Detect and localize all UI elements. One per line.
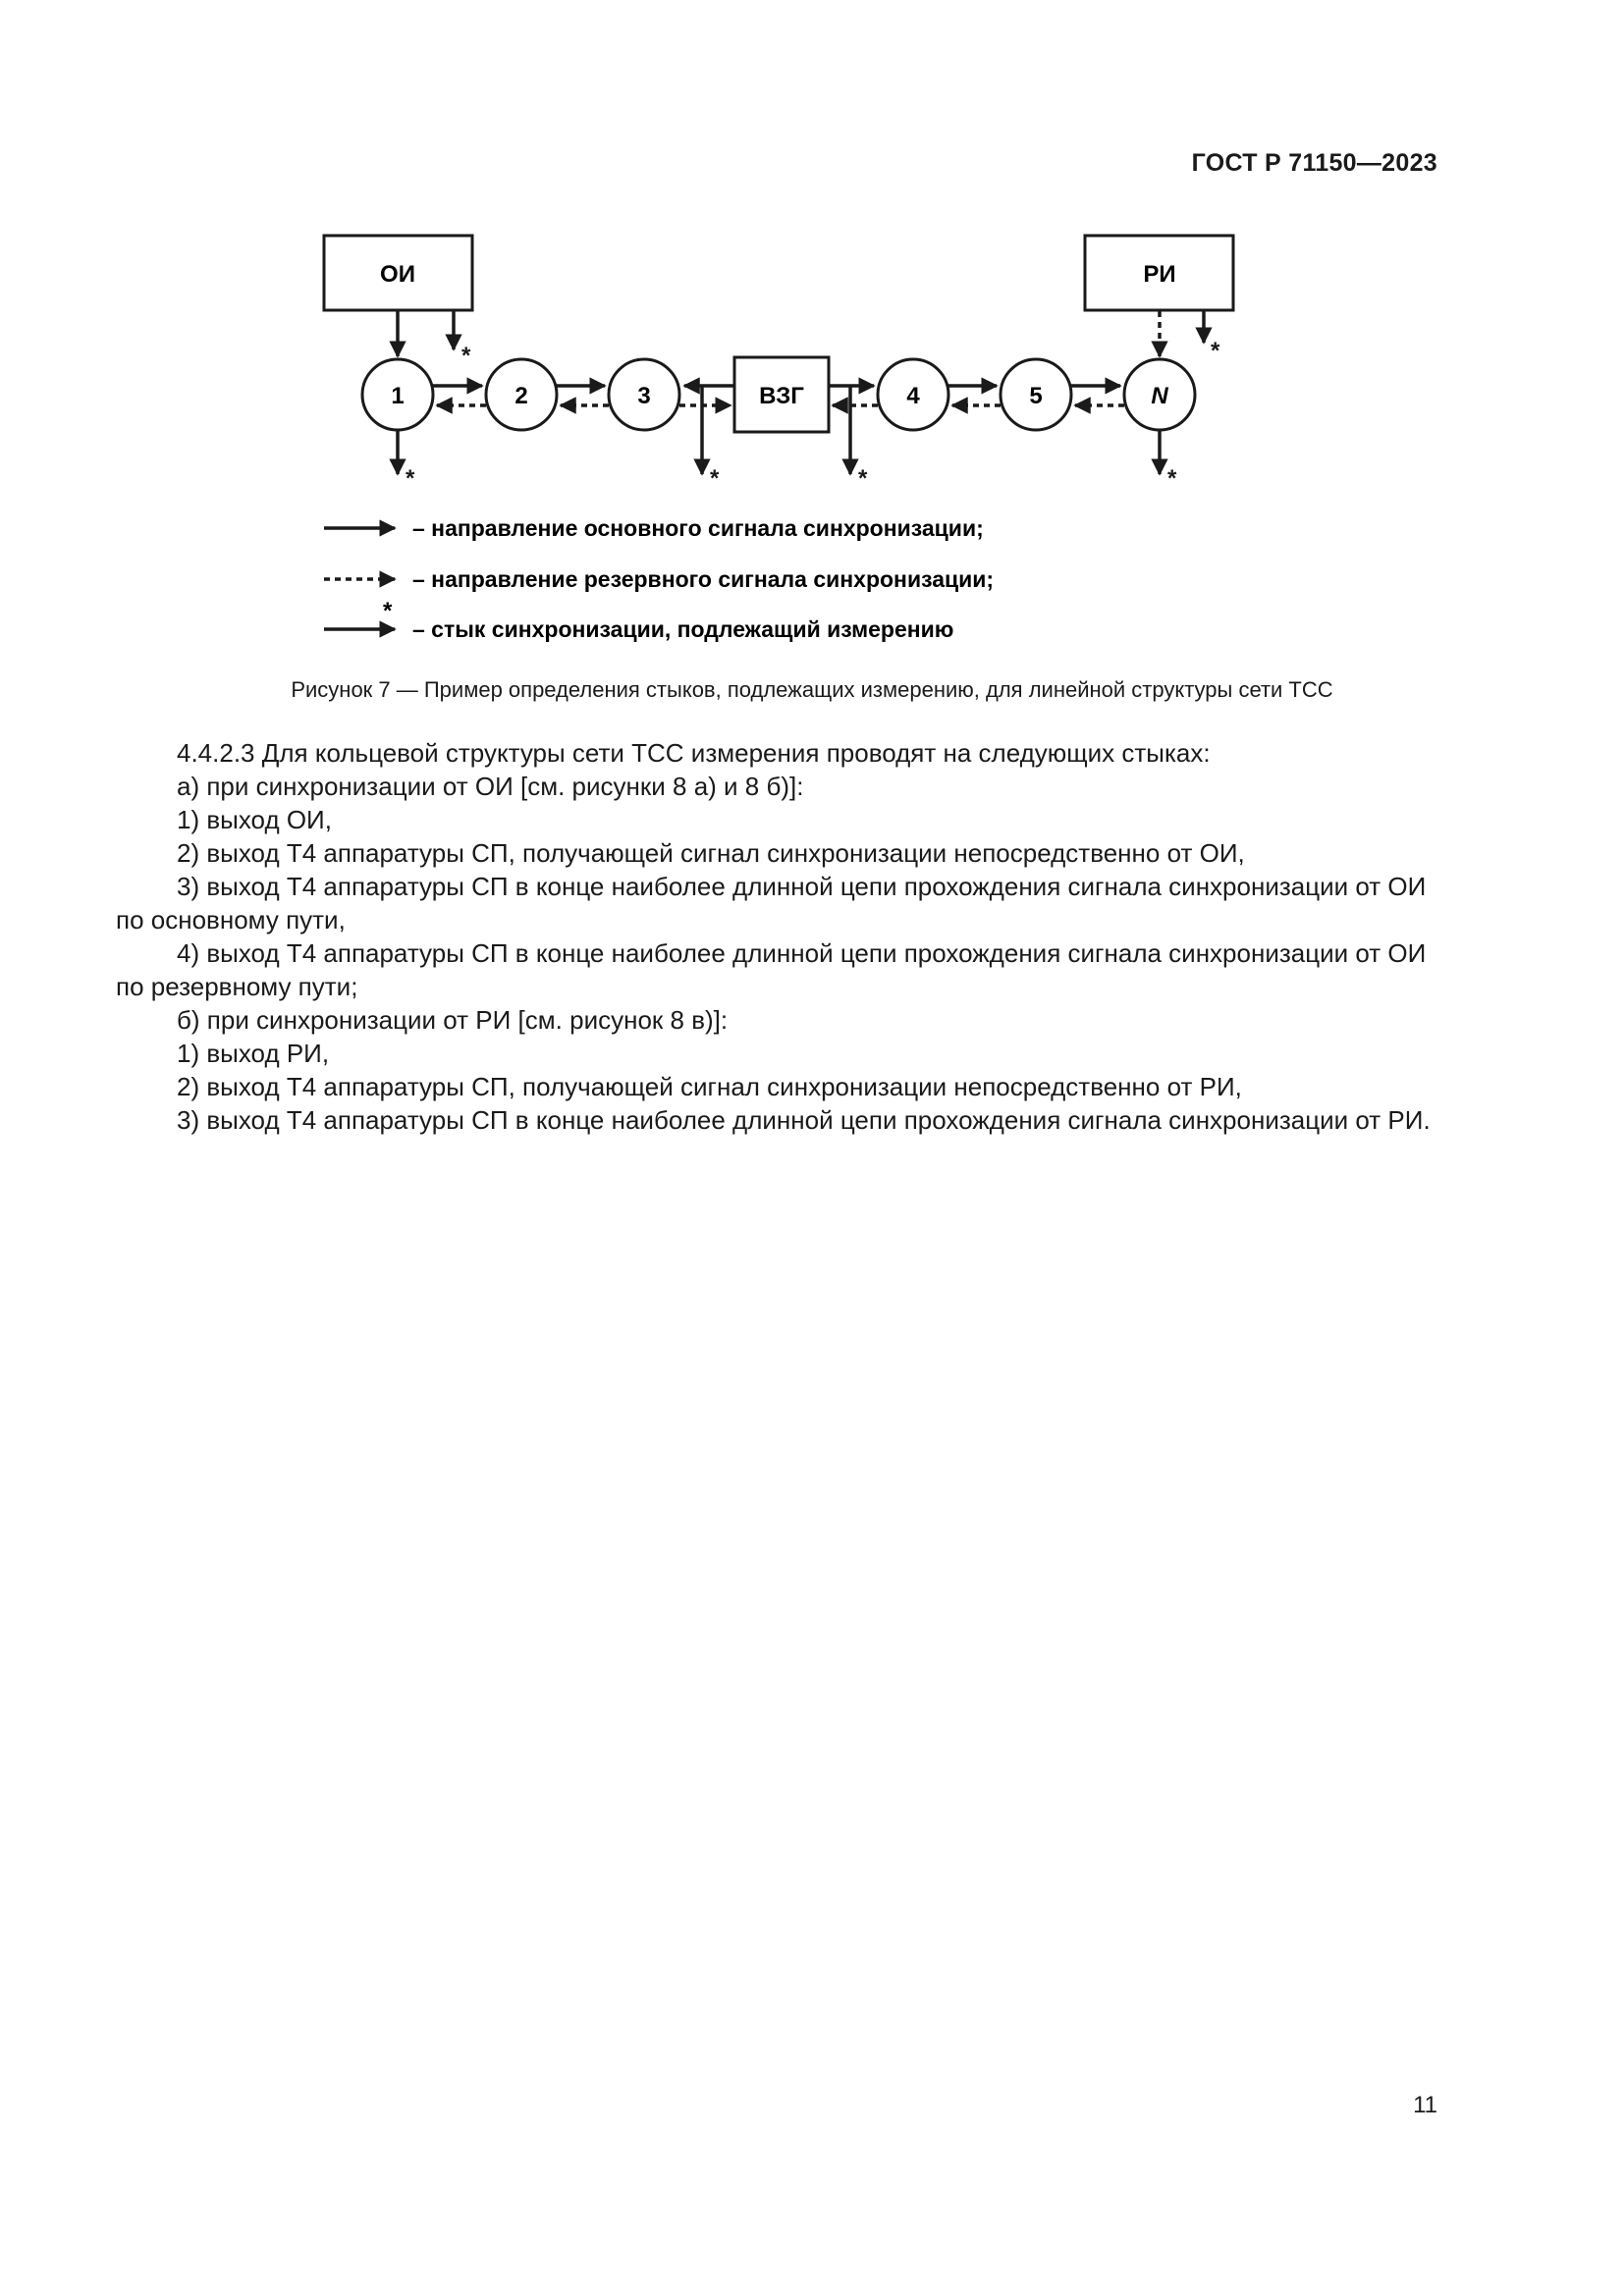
standard-code: ГОСТ Р 71150—2023 <box>1191 149 1437 177</box>
ri-box <box>1085 236 1233 310</box>
asterisk-node1: * <box>406 465 415 492</box>
legend-measured-text: – стык синхронизации, подлежащий измерению <box>412 616 954 642</box>
paragraph: 4) выход Т4 аппаратуры СП в конце наиболее длинной цепи прохождения сигнала синхронизации от ОИ по резервному пути; <box>116 938 1427 1001</box>
paragraph: 3) выход Т4 аппаратуры СП в конце наиболее длинной цепи прохождения сигнала синхронизации от РИ. <box>177 1105 1431 1135</box>
asterisk-ri: * <box>1211 338 1220 364</box>
node-4 <box>878 359 948 430</box>
vzg-box <box>734 357 829 432</box>
figure-caption: Рисунок 7 — Пример определения стыков, подлежащих измерению, для линейной структуры сети ТСС <box>291 677 1333 702</box>
paragraph: 2) выход Т4 аппаратуры СП, получающей сигнал синхронизации непосредственно от РИ, <box>177 1072 1242 1101</box>
paragraph: а) при синхронизации от ОИ [см. рисунки 8 а) и 8 б)]: <box>177 772 804 801</box>
synchronization-network-diagram <box>0 0 1624 667</box>
svg-text:2: 2 <box>514 383 528 409</box>
node-1 <box>362 359 433 430</box>
legend-asterisk: * <box>383 598 393 624</box>
svg-text:3: 3 <box>637 383 651 409</box>
paragraph: 2) выход Т4 аппаратуры СП, получающей сигнал синхронизации непосредственно от ОИ, <box>177 838 1245 868</box>
ri-label: РИ <box>1143 261 1176 288</box>
svg-text:1: 1 <box>391 383 405 409</box>
asterisk-noden: * <box>1167 465 1177 492</box>
paragraph: б) при синхронизации от РИ [см. рисунок 8 в)]: <box>177 1005 729 1035</box>
svg-text:4: 4 <box>906 383 920 409</box>
legend-solid-text: – направление основного сигнала синхронизации; <box>412 515 984 541</box>
node-3 <box>609 359 679 430</box>
paragraph: 3) выход Т4 аппаратуры СП в конце наиболее длинной цепи прохождения сигнала синхронизации от ОИ по основному пути, <box>116 872 1427 934</box>
paragraph: 1) выход РИ, <box>177 1039 330 1068</box>
vzg-label: ВЗГ <box>759 383 804 409</box>
oi-box <box>324 236 472 310</box>
page-number: 11 <box>1413 2092 1437 2118</box>
asterisk-oi: * <box>461 343 471 369</box>
asterisk-node3: * <box>710 465 720 492</box>
svg-text:5: 5 <box>1029 383 1043 409</box>
node-5 <box>1001 359 1071 430</box>
paragraph: 4.4.2.3 Для кольцевой структуры сети ТСС измерения проводят на следующих стыках: <box>177 738 1211 768</box>
node-2 <box>486 359 557 430</box>
paragraph: 1) выход ОИ, <box>177 805 332 834</box>
oi-label: ОИ <box>380 261 415 288</box>
body-text <box>116 736 1441 1137</box>
svg-text:N: N <box>1151 383 1168 409</box>
node-n <box>1124 359 1195 430</box>
legend <box>324 515 994 642</box>
legend-dashed-text: – направление резервного сигнала синхронизации; <box>412 566 995 592</box>
asterisk-vzg: * <box>858 465 868 492</box>
